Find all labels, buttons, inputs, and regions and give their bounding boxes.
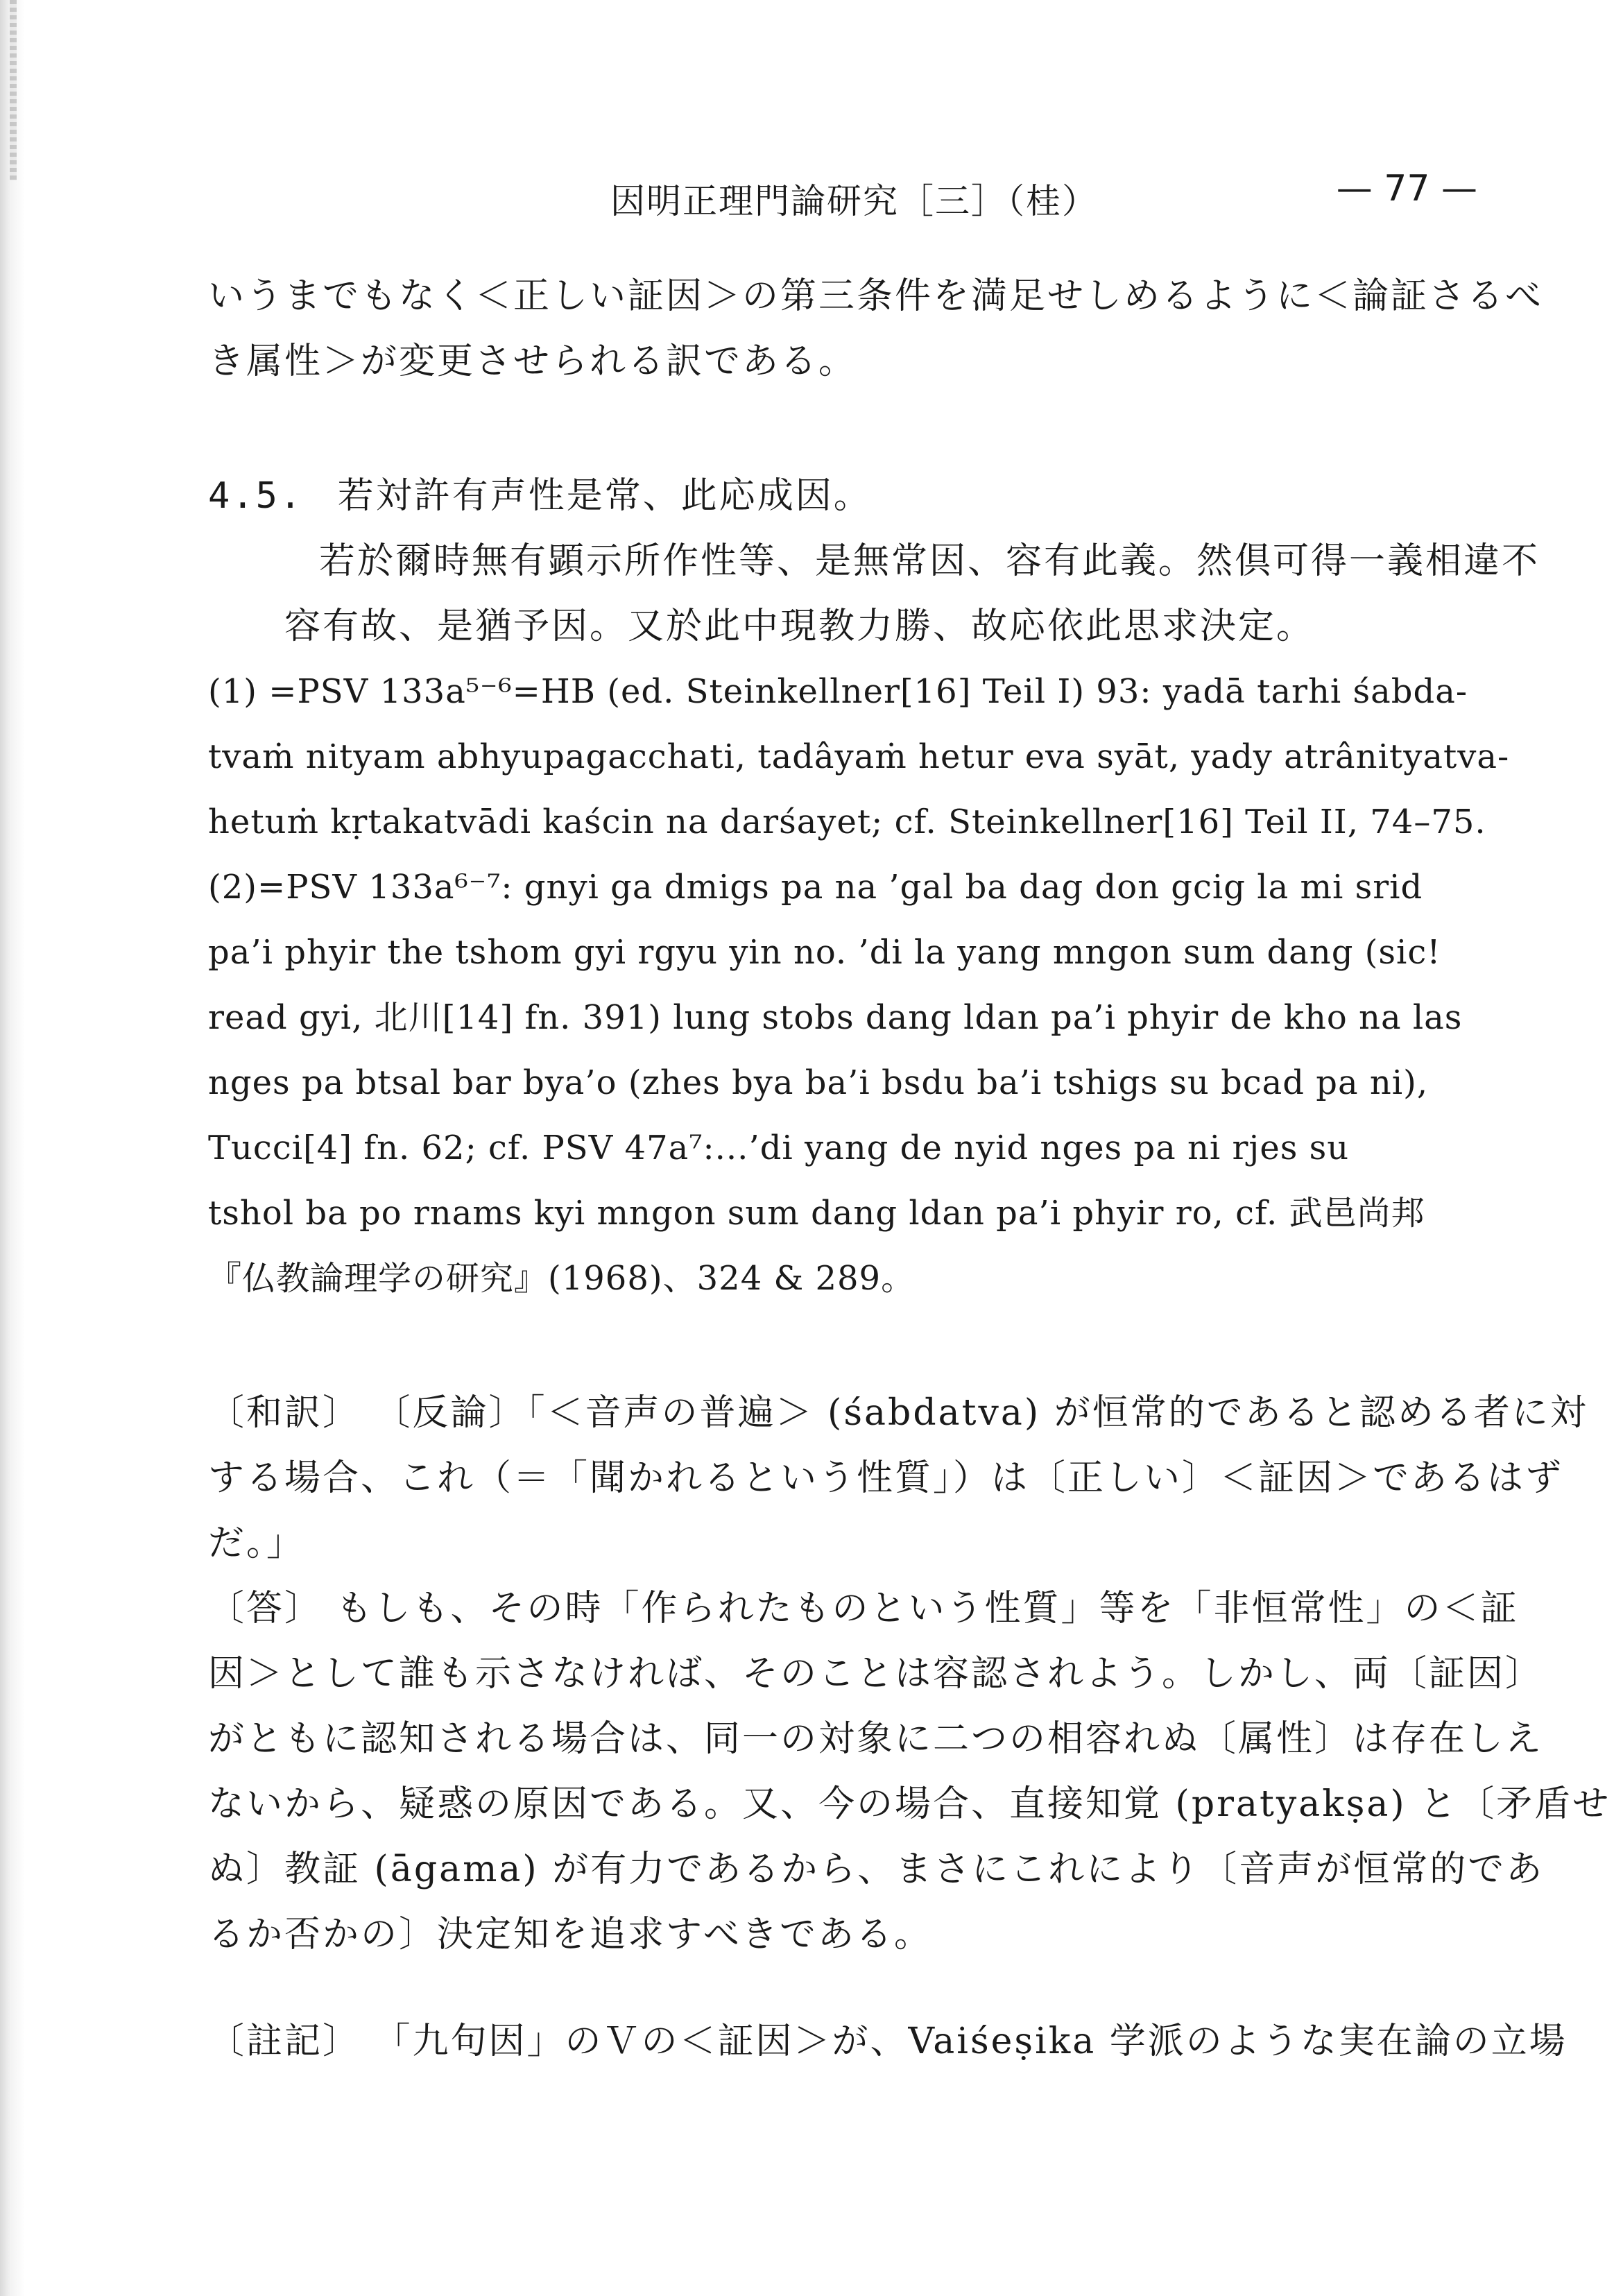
translation-paragraph bbox=[208, 1380, 1588, 1576]
section-body-line: 若於爾時無有顕示所作性等、是無常因、容有此義。然倶可得一義相違不 bbox=[319, 540, 1540, 582]
text-line: ないから、疑惑の原因である。又、今の場合、直接知覚 (pratyakṣa) と〔矛盾せ bbox=[208, 1783, 1611, 1825]
footnote-line: tvaṁ nityam abhyupagacchati, tadâyaṁ hetur eva syāt, yady atrânityatva- bbox=[208, 737, 1510, 776]
text-line: るか否かの〕決定知を追求すべきである。 bbox=[208, 1914, 932, 1955]
section-number: 4.5. bbox=[208, 475, 304, 517]
intro-paragraph bbox=[208, 264, 1544, 394]
page bbox=[208, 160, 1611, 2074]
running-header bbox=[208, 160, 1477, 222]
text-line: ぬ〕教証 (āgama) が有力であるから、まさにこれにより〔音声が恒常的であ bbox=[208, 1849, 1545, 1890]
section-4-5 bbox=[208, 463, 1540, 659]
text-line: 〔註記〕 「九句因」のＶの＜証因＞が、Vaiśeṣika 学派のような実在論の立場 bbox=[208, 2021, 1568, 2062]
text-line: 〔答〕 もしも、その時「作られたものという性質」等を「非恒常性」の＜証 bbox=[208, 1588, 1519, 1629]
footnote-line: read gyi, 北川[14] fn. 391) lung stobs dang ldan pa’i phyir de kho na las bbox=[208, 998, 1463, 1037]
footnote-line: nges pa btsal bar bya’o (zhes bya ba’i bsdu ba’i tshigs su bcad pa ni), bbox=[208, 1063, 1429, 1102]
scan-edge-shadow bbox=[10, 0, 17, 180]
scan-edge bbox=[0, 0, 25, 2296]
text-line: いうまでもなく＜正しい証因＞の第三条件を満足せしめるように＜論証さるべ bbox=[208, 275, 1544, 317]
footnote-line: hetuṁ kṛtakatvādi kaścin na darśayet; cf. Steinkellner[16] Teil II, 74–75. bbox=[208, 803, 1486, 841]
footnote-line: pa’i phyir the tshom gyi rgyu yin no. ’di la yang mngon sum dang (sic! bbox=[208, 933, 1441, 972]
text-line: がともに認知される場合は、同一の対象に二つの相容れぬ〔属性〕は存在しえ bbox=[208, 1718, 1544, 1760]
footnote-line: (2)=PSV 133a⁶⁻⁷: gnyi ga dmigs pa na ’gal ba dag don gcig la mi srid bbox=[208, 868, 1423, 907]
text-line: する場合、これ（＝「聞かれるという性質」）は〔正しい〕＜証因＞であるはず bbox=[208, 1457, 1564, 1499]
note-paragraph bbox=[208, 2009, 1568, 2074]
text-line: き属性＞が変更させられる訳である。 bbox=[208, 341, 857, 382]
text-line: 〔和訳〕 〔反論〕「＜音声の普遍＞ (śabdatva) が恒常的であると認める者に対 bbox=[208, 1392, 1588, 1434]
text-line: 因＞として誰も示さなければ、そのことは容認されよう。しかし、両〔証因〕 bbox=[208, 1653, 1544, 1695]
footnote-line: Tucci[4] fn. 62; cf. PSV 47a⁷:...’di yang de nyid nges pa ni rjes su bbox=[208, 1129, 1350, 1167]
section-heading-text: 若対許有声性是常、此応成因。 bbox=[337, 475, 872, 517]
footnotes bbox=[208, 659, 1510, 1311]
footnote-line: (1) =PSV 133a⁵⁻⁶=HB (ed. Steinkellner[16] Teil I) 93: yadā tarhi śabda- bbox=[208, 672, 1468, 711]
answer-paragraph bbox=[208, 1576, 1611, 1967]
footnote-line: tshol ba po rnams kyi mngon sum dang ldan pa’i phyir ro, cf. 武邑尚邦 bbox=[208, 1194, 1425, 1233]
section-body-line: 容有故、是猶予因。又於此中現教力勝、故応依此思求決定。 bbox=[284, 606, 1315, 647]
text-line: だ。」 bbox=[208, 1523, 305, 1564]
page-number: — 77 — bbox=[1336, 168, 1477, 209]
running-title: 因明正理門論研究［三］（桂） bbox=[610, 181, 1098, 221]
footnote-line: 『仏教論理学の研究』(1968)、324 & 289。 bbox=[208, 1259, 916, 1298]
section-heading bbox=[208, 463, 1457, 529]
